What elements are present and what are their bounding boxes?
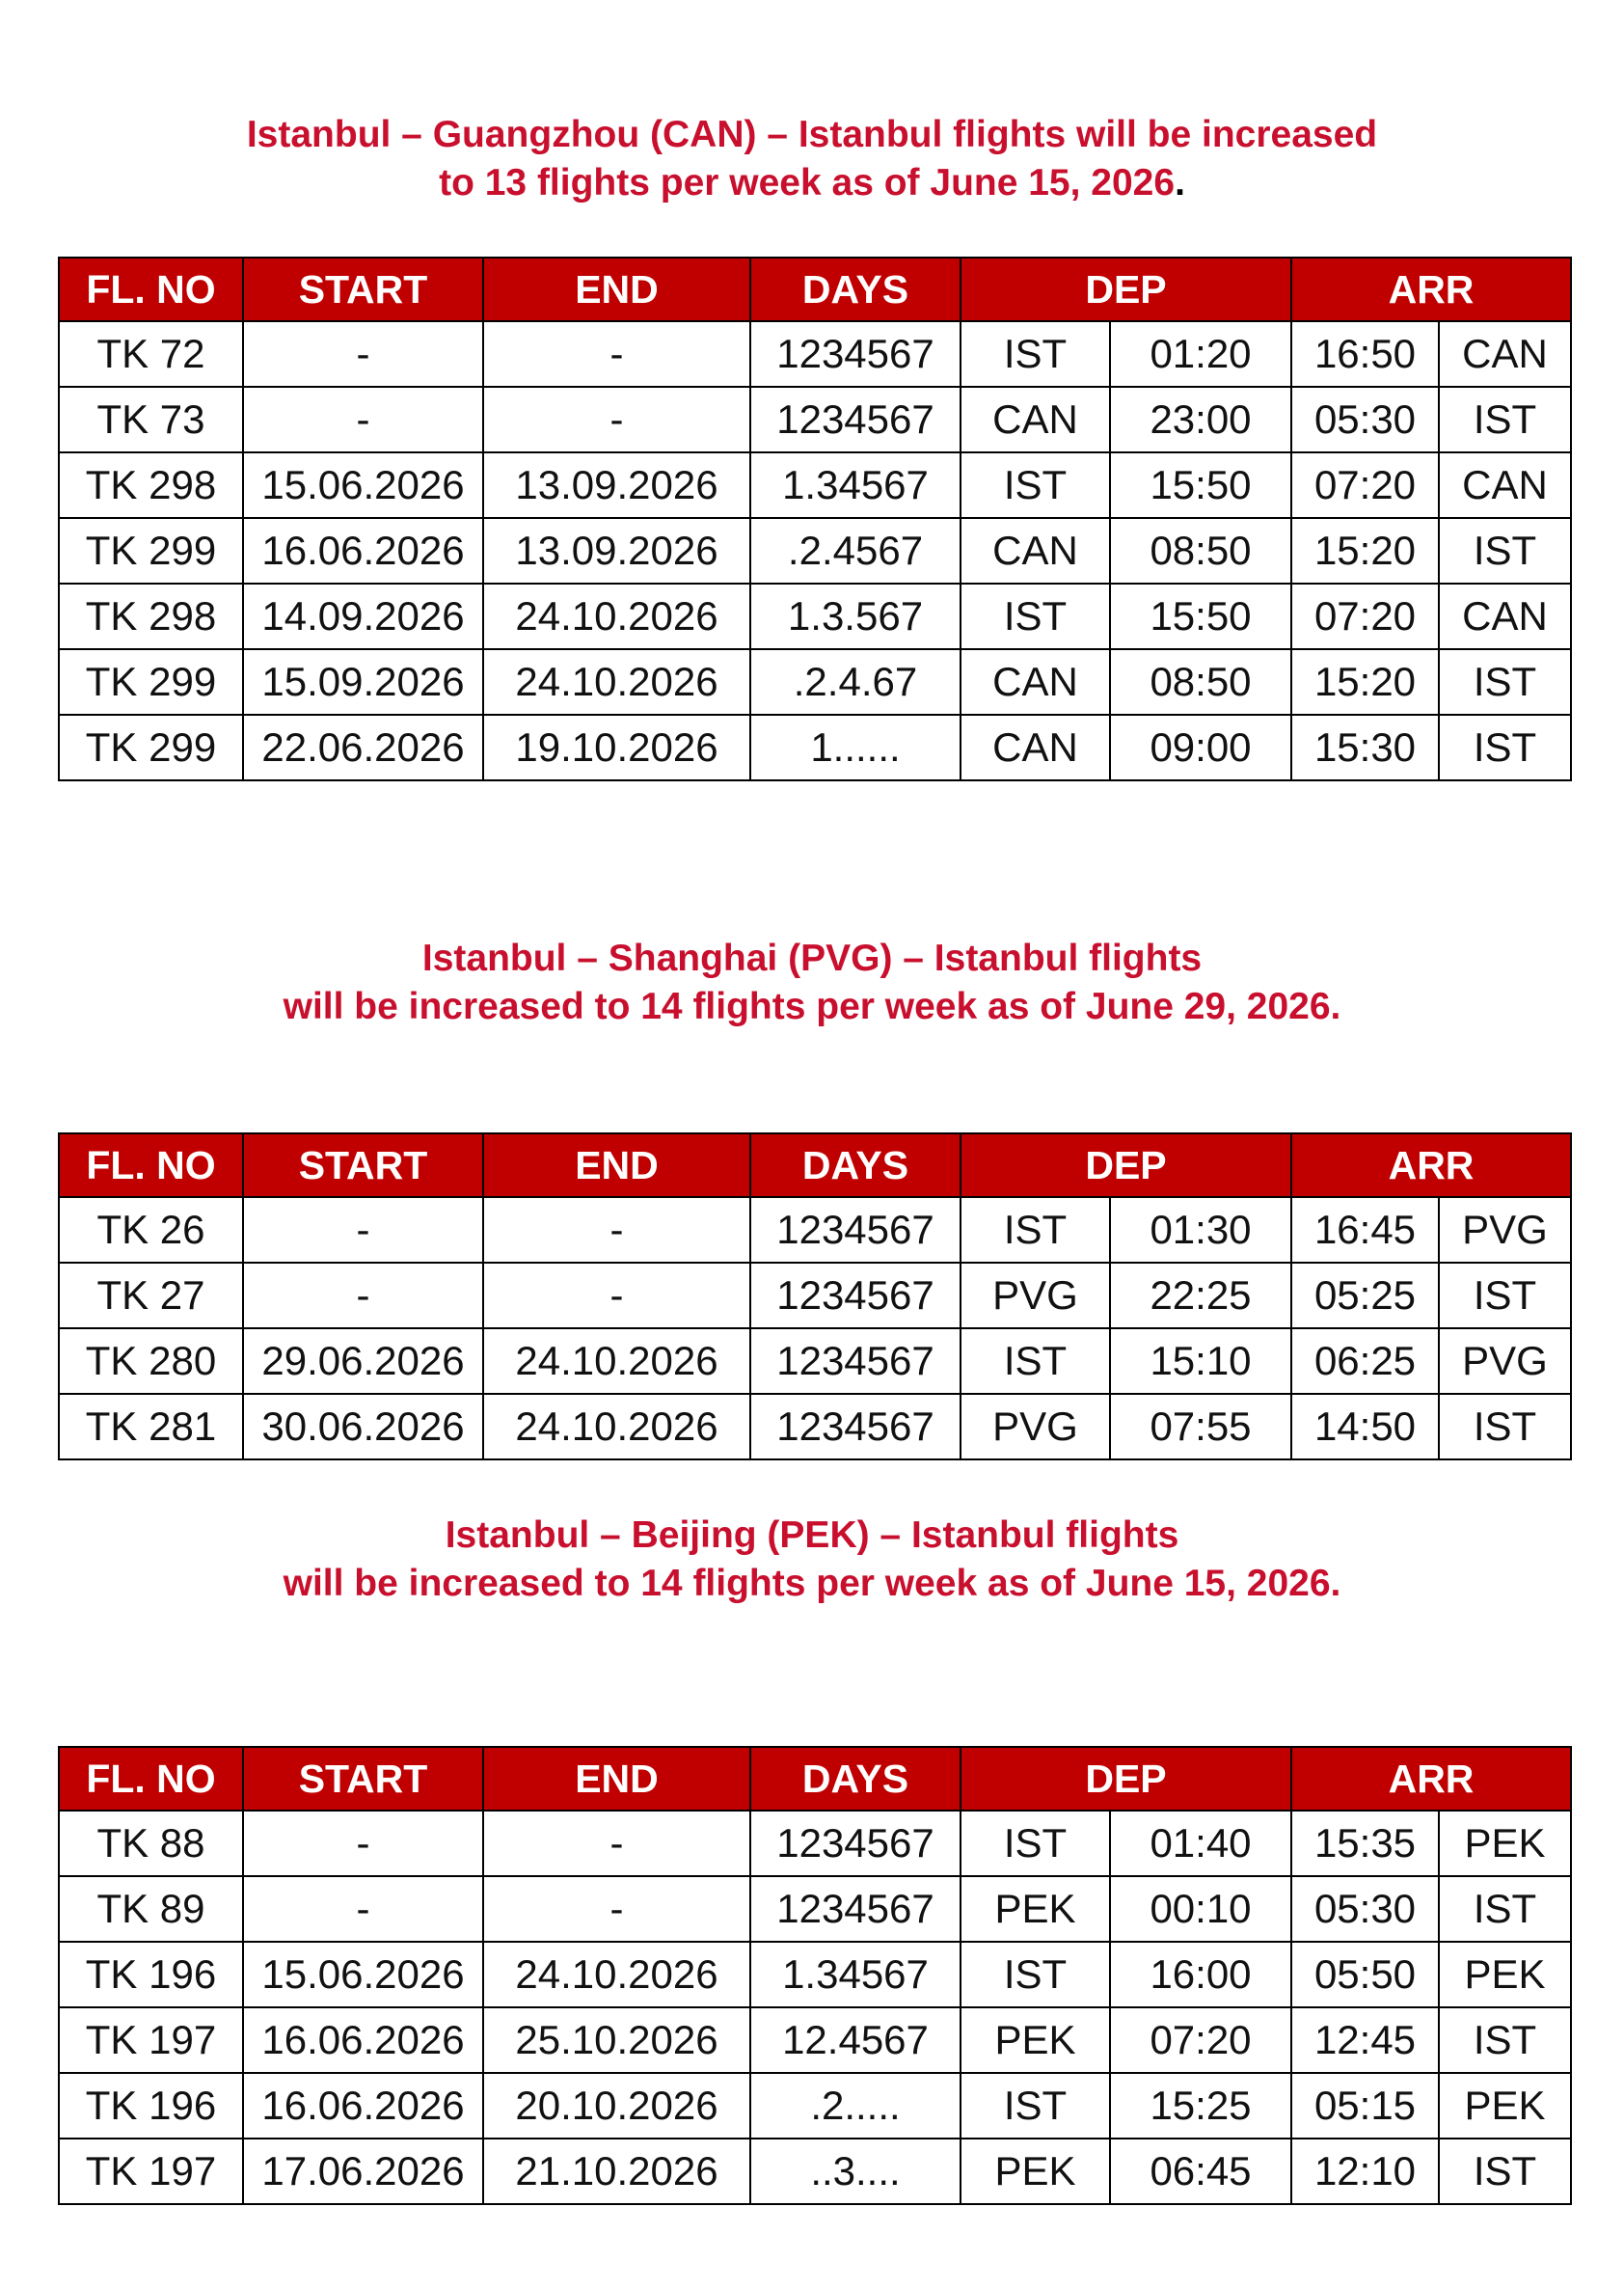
dep-time-cell: 01:40 [1110,1811,1291,1876]
start-date-cell: - [243,387,483,452]
dep-time-cell: 08:50 [1110,518,1291,584]
table-row [59,2007,1571,2073]
end-date-cell: - [483,1876,750,1942]
dep-time-cell: 00:10 [1110,1876,1291,1942]
days-cell: .2..... [750,2073,961,2139]
arr-airport-cell: IST [1439,1263,1571,1328]
arr-time-cell: 05:50 [1291,1942,1439,2007]
col-header-end: END [483,1747,750,1811]
col-header-start: START [243,1133,483,1197]
arr-airport-cell: CAN [1439,584,1571,649]
start-date-cell: 15.06.2026 [243,1942,483,2007]
days-cell: .2.4567 [750,518,961,584]
dep-time-cell: 08:50 [1110,649,1291,715]
heading-line-2: will be increased to 14 flights per week as of June 29, 2026. [283,986,1341,1027]
header-row [59,1133,1571,1197]
table-row [59,1328,1571,1394]
dep-time-cell: 15:25 [1110,2073,1291,2139]
table-row [59,2139,1571,2204]
arr-time-cell: 05:15 [1291,2073,1439,2139]
col-header-days: DAYS [750,1747,961,1811]
start-date-cell: 29.06.2026 [243,1328,483,1394]
col-header-arr: ARR [1291,258,1571,321]
days-cell: 1...... [750,715,961,780]
arr-time-cell: 07:20 [1291,452,1439,518]
table-row [59,649,1571,715]
flight-number-cell: TK 298 [59,584,243,649]
dep-time-cell: 16:00 [1110,1942,1291,2007]
end-date-cell: 24.10.2026 [483,584,750,649]
dep-airport-cell: PEK [961,2007,1110,2073]
end-date-cell: - [483,387,750,452]
arr-time-cell: 12:10 [1291,2139,1439,2204]
col-header-arr: ARR [1291,1133,1571,1197]
flight-number-cell: TK 280 [59,1328,243,1394]
start-date-cell: 16.06.2026 [243,518,483,584]
end-date-cell: - [483,1811,750,1876]
dep-time-cell: 09:00 [1110,715,1291,780]
col-header-dep: DEP [961,258,1291,321]
end-date-cell: 24.10.2026 [483,1394,750,1459]
flight-number-cell: TK 26 [59,1197,243,1263]
arr-airport-cell: IST [1439,1876,1571,1942]
heading-guangzhou [0,111,1624,207]
dep-airport-cell: PVG [961,1263,1110,1328]
flight-number-cell: TK 298 [59,452,243,518]
flight-number-cell: TK 299 [59,715,243,780]
heading-line-1: Istanbul – Beijing (PEK) – Istanbul flights [445,1514,1179,1556]
start-date-cell: - [243,1876,483,1942]
col-header-end: END [483,1133,750,1197]
days-cell: ..3.... [750,2139,961,2204]
schedule-table-shanghai [58,1132,1572,1460]
arr-airport-cell: IST [1439,2139,1571,2204]
heading-line-2: to 13 flights per week as of June 15, 2026. [439,162,1185,204]
arr-time-cell: 16:50 [1291,321,1439,387]
dep-airport-cell: PEK [961,2139,1110,2204]
col-header-start: START [243,1747,483,1811]
flight-number-cell: TK 89 [59,1876,243,1942]
end-date-cell: 25.10.2026 [483,2007,750,2073]
flight-number-cell: TK 27 [59,1263,243,1328]
col-header-fl-no: FL. NO [59,258,243,321]
arr-time-cell: 15:20 [1291,518,1439,584]
flight-number-cell: TK 72 [59,321,243,387]
flight-number-cell: TK 299 [59,518,243,584]
start-date-cell: - [243,1263,483,1328]
dep-airport-cell: CAN [961,649,1110,715]
arr-airport-cell: CAN [1439,321,1571,387]
start-date-cell: - [243,1197,483,1263]
dep-time-cell: 01:30 [1110,1197,1291,1263]
days-cell: 1234567 [750,1811,961,1876]
dep-time-cell: 07:20 [1110,2007,1291,2073]
days-cell: 1234567 [750,387,961,452]
col-header-arr: ARR [1291,1747,1571,1811]
table-row [59,1811,1571,1876]
table-row [59,584,1571,649]
flight-number-cell: TK 73 [59,387,243,452]
table-row [59,1394,1571,1459]
heading-line-1: Istanbul – Shanghai (PVG) – Istanbul flights [421,938,1203,979]
table-row [59,1876,1571,1942]
days-cell: 1.34567 [750,452,961,518]
arr-airport-cell: IST [1439,649,1571,715]
dep-time-cell: 15:50 [1110,584,1291,649]
end-date-cell: 24.10.2026 [483,1942,750,2007]
dep-airport-cell: CAN [961,387,1110,452]
header-row [59,1747,1571,1811]
dep-airport-cell: IST [961,1197,1110,1263]
start-date-cell: 16.06.2026 [243,2073,483,2139]
dep-time-cell: 07:55 [1110,1394,1291,1459]
heading-line-1: Istanbul – Guangzhou (CAN) – Istanbul flights will be increased [246,114,1378,155]
days-cell: 1234567 [750,1876,961,1942]
start-date-cell: 17.06.2026 [243,2139,483,2204]
days-cell: 1234567 [750,1328,961,1394]
arr-time-cell: 05:30 [1291,1876,1439,1942]
flight-number-cell: TK 196 [59,2073,243,2139]
arr-time-cell: 15:30 [1291,715,1439,780]
flight-number-cell: TK 281 [59,1394,243,1459]
start-date-cell: 15.09.2026 [243,649,483,715]
table-row [59,387,1571,452]
end-date-cell: 13.09.2026 [483,518,750,584]
dep-time-cell: 06:45 [1110,2139,1291,2204]
dep-airport-cell: IST [961,452,1110,518]
heading-shanghai [0,935,1624,1031]
flight-number-cell: TK 88 [59,1811,243,1876]
days-cell: 1234567 [750,1263,961,1328]
end-date-cell: - [483,1197,750,1263]
dep-airport-cell: IST [961,321,1110,387]
arr-time-cell: 12:45 [1291,2007,1439,2073]
dep-time-cell: 15:50 [1110,452,1291,518]
flight-number-cell: TK 197 [59,2139,243,2204]
dep-time-cell: 23:00 [1110,387,1291,452]
days-cell: .2.4.67 [750,649,961,715]
col-header-dep: DEP [961,1133,1291,1197]
start-date-cell: - [243,1811,483,1876]
start-date-cell: 30.06.2026 [243,1394,483,1459]
arr-airport-cell: PEK [1439,1942,1571,2007]
arr-airport-cell: IST [1439,2007,1571,2073]
flight-number-cell: TK 299 [59,649,243,715]
dep-airport-cell: PEK [961,1876,1110,1942]
days-cell: 1234567 [750,321,961,387]
arr-airport-cell: PVG [1439,1328,1571,1394]
end-date-cell: 24.10.2026 [483,1328,750,1394]
arr-airport-cell: IST [1439,715,1571,780]
arr-time-cell: 05:25 [1291,1263,1439,1328]
schedule-table-guangzhou [58,257,1572,781]
days-cell: 12.4567 [750,2007,961,2073]
heading-beijing [0,1512,1624,1608]
col-header-dep: DEP [961,1747,1291,1811]
end-date-cell: 19.10.2026 [483,715,750,780]
dep-airport-cell: IST [961,2073,1110,2139]
schedule-table-beijing [58,1746,1572,2205]
start-date-cell: - [243,321,483,387]
arr-airport-cell: PEK [1439,1811,1571,1876]
dep-airport-cell: IST [961,1811,1110,1876]
col-header-end: END [483,258,750,321]
table-row [59,1197,1571,1263]
dep-airport-cell: PVG [961,1394,1110,1459]
col-header-start: START [243,258,483,321]
table-row [59,1942,1571,2007]
days-cell: 1234567 [750,1394,961,1459]
col-header-fl-no: FL. NO [59,1133,243,1197]
table-row [59,715,1571,780]
table-row [59,1263,1571,1328]
arr-airport-cell: PVG [1439,1197,1571,1263]
dep-airport-cell: IST [961,1328,1110,1394]
start-date-cell: 14.09.2026 [243,584,483,649]
table-row [59,452,1571,518]
end-date-cell: 13.09.2026 [483,452,750,518]
days-cell: 1234567 [750,1197,961,1263]
arr-time-cell: 07:20 [1291,584,1439,649]
end-date-cell: 21.10.2026 [483,2139,750,2204]
arr-airport-cell: CAN [1439,452,1571,518]
start-date-cell: 15.06.2026 [243,452,483,518]
flight-number-cell: TK 196 [59,1942,243,2007]
end-date-cell: - [483,321,750,387]
table-row [59,321,1571,387]
arr-time-cell: 14:50 [1291,1394,1439,1459]
dep-airport-cell: IST [961,584,1110,649]
arr-time-cell: 06:25 [1291,1328,1439,1394]
end-date-cell: 20.10.2026 [483,2073,750,2139]
table-row [59,518,1571,584]
arr-time-cell: 16:45 [1291,1197,1439,1263]
arr-airport-cell: IST [1439,518,1571,584]
days-cell: 1.34567 [750,1942,961,2007]
dep-time-cell: 15:10 [1110,1328,1291,1394]
end-date-cell: - [483,1263,750,1328]
col-header-days: DAYS [750,1133,961,1197]
arr-time-cell: 05:30 [1291,387,1439,452]
dep-time-cell: 22:25 [1110,1263,1291,1328]
arr-airport-cell: IST [1439,387,1571,452]
start-date-cell: 16.06.2026 [243,2007,483,2073]
dep-airport-cell: CAN [961,518,1110,584]
header-row [59,258,1571,321]
days-cell: 1.3.567 [750,584,961,649]
col-header-days: DAYS [750,258,961,321]
flight-number-cell: TK 197 [59,2007,243,2073]
dep-airport-cell: CAN [961,715,1110,780]
col-header-fl-no: FL. NO [59,1747,243,1811]
start-date-cell: 22.06.2026 [243,715,483,780]
arr-time-cell: 15:20 [1291,649,1439,715]
table-row [59,2073,1571,2139]
arr-airport-cell: PEK [1439,2073,1571,2139]
arr-time-cell: 15:35 [1291,1811,1439,1876]
dep-airport-cell: IST [961,1942,1110,2007]
dep-time-cell: 01:20 [1110,321,1291,387]
end-date-cell: 24.10.2026 [483,649,750,715]
arr-airport-cell: IST [1439,1394,1571,1459]
heading-line-2: will be increased to 14 flights per week as of June 15, 2026. [283,1563,1341,1604]
